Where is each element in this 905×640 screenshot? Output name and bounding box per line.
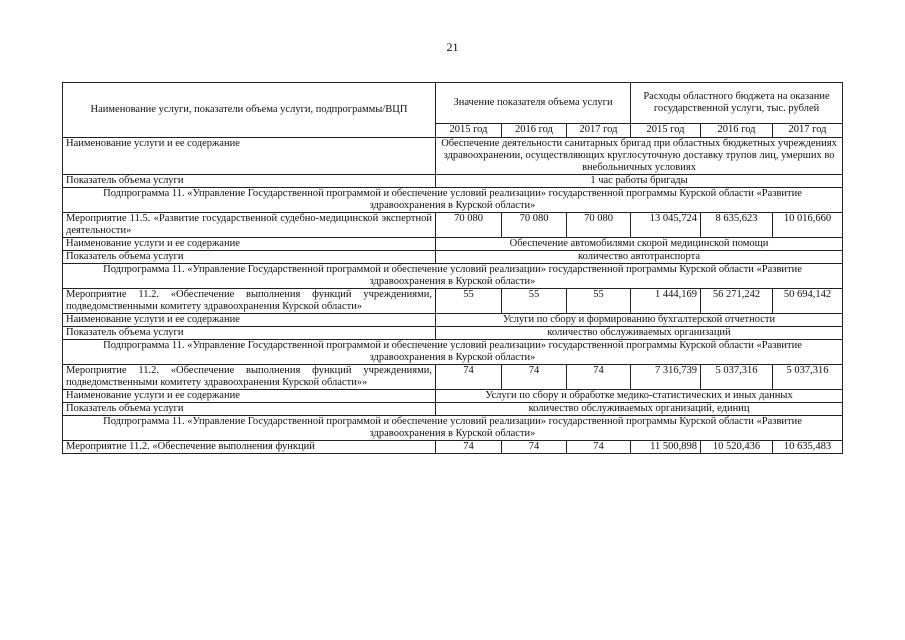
volume-value: 55	[567, 289, 631, 314]
subprogram-row	[63, 416, 843, 441]
header-year: 2015 год	[631, 124, 701, 138]
volume-value: 74	[502, 365, 567, 390]
volume-value: 74	[436, 365, 502, 390]
indicator-label: Показатель объема услуги	[63, 403, 436, 416]
event-name: Мероприятие 11.5. «Развитие государственной судебно-медицинской экспертной деятельности»	[63, 213, 436, 238]
event-row	[63, 213, 843, 238]
header-name-column: Наименование услуги, показатели объема услуги, подпрограммы/ВЦП	[63, 83, 436, 138]
service-row	[63, 138, 843, 175]
service-label: Наименование услуги и ее содержание	[63, 314, 436, 327]
budget-value: 5 037,316	[701, 365, 773, 390]
volume-value: 74	[436, 441, 502, 454]
indicator-row	[63, 175, 843, 188]
budget-value: 10 520,436	[701, 441, 773, 454]
budget-value: 50 694,142	[773, 289, 843, 314]
page-number: 21	[446, 40, 459, 54]
service-row	[63, 314, 843, 327]
service-label: Наименование услуги и ее содержание	[63, 390, 436, 403]
header-year: 2017 год	[773, 124, 843, 138]
indicator-row	[63, 251, 843, 264]
budget-value: 10 016,660	[773, 213, 843, 238]
subprogram-title: Подпрограмма 11. «Управление Государственной программой и обеспечение условий реализации» государственной программы Курской области «Развитие здравоохранения в Курской области»	[63, 264, 843, 289]
budget-value: 7 316,739	[631, 365, 701, 390]
volume-value: 70 080	[436, 213, 502, 238]
service-row	[63, 390, 843, 403]
volume-value: 70 080	[567, 213, 631, 238]
volume-value: 74	[567, 441, 631, 454]
subprogram-row	[63, 264, 843, 289]
indicator-row	[63, 327, 843, 340]
header-year: 2016 год	[701, 124, 773, 138]
indicator-label: Показатель объема услуги	[63, 251, 436, 264]
service-label: Наименование услуги и ее содержание	[63, 238, 436, 251]
volume-value: 74	[567, 365, 631, 390]
service-label: Наименование услуги и ее содержание	[63, 138, 436, 175]
subprogram-row	[63, 188, 843, 213]
event-row	[63, 289, 843, 314]
volume-value: 55	[436, 289, 502, 314]
event-row	[63, 441, 843, 454]
subprogram-title: Подпрограмма 11. «Управление Государственной программой и обеспечение условий реализации» государственной программы Курской области «Развитие здравоохранения в Курской области»	[63, 340, 843, 365]
indicator-label: Показатель объема услуги	[63, 327, 436, 340]
subprogram-title: Подпрограмма 11. «Управление Государственной программой и обеспечение условий реализации» государственной программы Курской области «Развитие здравоохранения в Курской области»	[63, 188, 843, 213]
service-value: Услуги по сбору и формированию бухгалтерской отчетности	[436, 314, 843, 327]
volume-value: 55	[502, 289, 567, 314]
header-year: 2017 год	[567, 124, 631, 138]
budget-value: 11 500,898	[631, 441, 701, 454]
event-name: Мероприятие 11.2. «Обеспечение выполнения функций учреждениями, подведомственными комитету здравоохранения Курской области»»	[63, 365, 436, 390]
budget-value: 10 635,483	[773, 441, 843, 454]
budget-value: 56 271,242	[701, 289, 773, 314]
event-name: Мероприятие 11.2. «Обеспечение выполнения функций учреждениями, подведомственными комитету здравоохранения Курской области»	[63, 289, 436, 314]
event-row	[63, 365, 843, 390]
volume-value: 70 080	[502, 213, 567, 238]
header-year: 2016 год	[502, 124, 567, 138]
indicator-row	[63, 403, 843, 416]
event-name: Мероприятие 11.2. «Обеспечение выполнения функций	[63, 441, 436, 454]
service-row	[63, 238, 843, 251]
header-budget-column: Расходы областного бюджета на оказание государственной услуги, тыс. рублей	[631, 83, 843, 124]
indicator-value: количество обслуживаемых организаций, единиц	[436, 403, 843, 416]
indicator-label: Показатель объема услуги	[63, 175, 436, 188]
budget-value: 5 037,316	[773, 365, 843, 390]
service-value: Обеспечение автомобилями скорой медицинской помощи	[436, 238, 843, 251]
subprogram-row	[63, 340, 843, 365]
budget-value: 1 444,169	[631, 289, 701, 314]
header-volume-column: Значение показателя объема услуги	[436, 83, 631, 124]
indicator-value: 1 час работы бригады	[436, 175, 843, 188]
subprogram-title: Подпрограмма 11. «Управление Государственной программой и обеспечение условий реализации» государственной программы Курской области «Развитие здравоохранения в Курской области»	[63, 416, 843, 441]
budget-value: 8 635,623	[701, 213, 773, 238]
budget-table	[62, 82, 843, 454]
service-value: Обеспечение деятельности санитарных бригад при областных бюджетных учреждениях здравоохранении, осуществляющих круглосуточную доставку трупов лиц, умерших во внебольничных условиях	[436, 138, 843, 175]
service-value: Услуги по сбору и обработке медико-статистических и иных данных	[436, 390, 843, 403]
header-year: 2015 год	[436, 124, 502, 138]
indicator-value: количество обслуживаемых организаций	[436, 327, 843, 340]
indicator-value: количество автотранспорта	[436, 251, 843, 264]
volume-value: 74	[502, 441, 567, 454]
budget-value: 13 045,724	[631, 213, 701, 238]
